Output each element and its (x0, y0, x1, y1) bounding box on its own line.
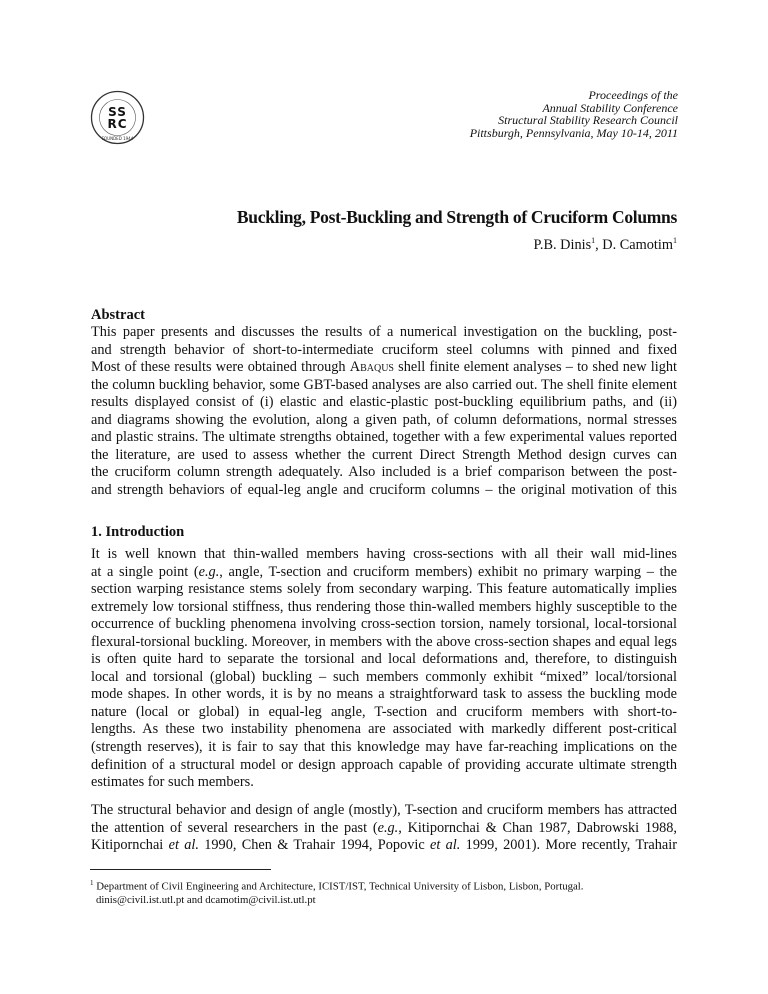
text-line: and plastic strains. The ultimate strengths obtained, together with a few experimental values reported (91, 429, 677, 446)
text-line: flexural-torsional buckling. Moreover, in members with the above cross-section shapes and equal legs (91, 633, 677, 650)
text-line: extremely low torsional stiffness, thus rendering those thin-walled members highly susceptible to the (91, 598, 677, 615)
author-affiliation-marker: 1 (673, 236, 677, 245)
text-line: (strength reserves), it is fair to say that this knowledge may have far-reaching implications on the (91, 739, 677, 756)
text-line: is often quite hard to separate the torsional and local deformations and, therefore, to distinguish (91, 651, 677, 668)
svg-text:RC: RC (107, 117, 128, 131)
author-affiliation-marker: 1 (591, 236, 596, 245)
italic-text: et al. (430, 837, 461, 854)
text-line: section warping resistance stems solely from secondary warping. This feature automatically implies (91, 581, 677, 598)
footnote-marker: 1 (90, 879, 94, 887)
text-line: the attention of several researchers in the past (e.g., Kitipornchai & Chan 1987, Dabrowski 1988, (91, 819, 677, 836)
author-name: D. Camotim (602, 236, 673, 253)
introduction-paragraph (91, 802, 677, 855)
footnote (90, 877, 584, 907)
text-line: This paper presents and discusses the results of a numerical investigation on the buckling, post- (91, 324, 677, 340)
footnote-divider (90, 869, 271, 870)
text-line: and strength behaviors of equal-leg angle and cruciform columns – the original motivation of this (91, 481, 677, 498)
text-line: The structural behavior and design of angle (mostly), T-section and cruciform members has attracted (91, 802, 677, 818)
svg-text:FOUNDED 1944: FOUNDED 1944 (101, 136, 134, 141)
abstract-heading: Abstract (91, 307, 145, 323)
italic-text: e.g., (377, 819, 402, 836)
introduction-heading: 1. Introduction (91, 524, 185, 540)
footnote-emails: dinis@civil.ist.utl.pt and dcamotim@civil.ist.utl.pt (96, 893, 316, 906)
small-caps-text: Abaqus (349, 359, 394, 376)
header-line: Pittsburgh, Pennsylvania, May 10-14, 2011 (469, 126, 678, 141)
header-line: Proceedings of the (588, 88, 678, 102)
footnote-affiliation: Department of Civil Engineering and Architecture, ICIST/IST, Technical University of Lisbon, Lisbon, Portugal. (96, 880, 584, 893)
proceedings-header (470, 89, 678, 140)
paper-title: Buckling, Post-Buckling and Strength of Cruciform Columns (236, 207, 677, 227)
text-line: It is well known that thin-walled members having cross-sections with all their wall mid-lines (91, 546, 677, 562)
text-line: mode shapes. In other words, it is by no means a straightforward task to assess the buckling mode (91, 686, 677, 703)
text-line: estimates for such members. (91, 774, 254, 791)
text-line: definition of a structural model or design approach capable of providing accurate ultimate strength (91, 756, 677, 773)
text-line: results displayed consist of (i) elastic and elastic-plastic post-buckling equilibrium paths, and (ii) (91, 394, 677, 411)
text-line: Most of these results were obtained through Abaqus shell finite element analyses – to shed new light (91, 359, 677, 376)
svg-text:SS: SS (108, 105, 127, 119)
text-line: the cruciform column strength adequately. Also included is a brief comparison between the post- (91, 464, 677, 481)
text-line: and diagrams showing the evolution, along a given path, of column deformations, normal stresses (91, 411, 677, 428)
author-name: P.B. Dinis (533, 236, 592, 253)
text-line: local and torsional (global) buckling – such members commonly exhibit “mixed” local/torsional (91, 668, 677, 685)
header-line: Annual Stability Conference (542, 100, 678, 115)
text-line: at a single point (e.g., angle, T-section and cruciform members) exhibit no primary warping – the (91, 563, 677, 580)
italic-text: e.g. (198, 563, 220, 580)
text-line: Kitipornchai et al. 1990, Chen & Trahair 1994, Popovic et al. 1999, 2001). More recently, Trahair (91, 837, 677, 854)
italic-text: et al. (168, 837, 199, 854)
text-line: lengths. As these two instability phenomena are associated with markedly different post-critical (91, 721, 677, 738)
introduction-paragraph (91, 546, 677, 792)
abstract-body (91, 324, 677, 499)
text-line: and strength behavior of short-to-intermediate cruciform steel columns with pinned and fixed (91, 341, 677, 358)
text-line: the column buckling behavior, some GBT-based analyses are also carried out. The shell finite element (91, 376, 677, 393)
text-line: nature (local or global) in equal-leg angle, T-section and cruciform members with short-to- (91, 703, 677, 720)
ssrc-logo (90, 90, 145, 145)
text-line: the literature, are used to assess whether the current Direct Strength Method design curves can (91, 446, 677, 463)
text-line: occurrence of buckling phenomena involving cross-section torsion, namely torsional, local-torsional (91, 616, 677, 633)
author-separator: , (595, 236, 603, 253)
authors (534, 236, 677, 254)
header-line: Structural Stability Research Council (498, 113, 678, 128)
